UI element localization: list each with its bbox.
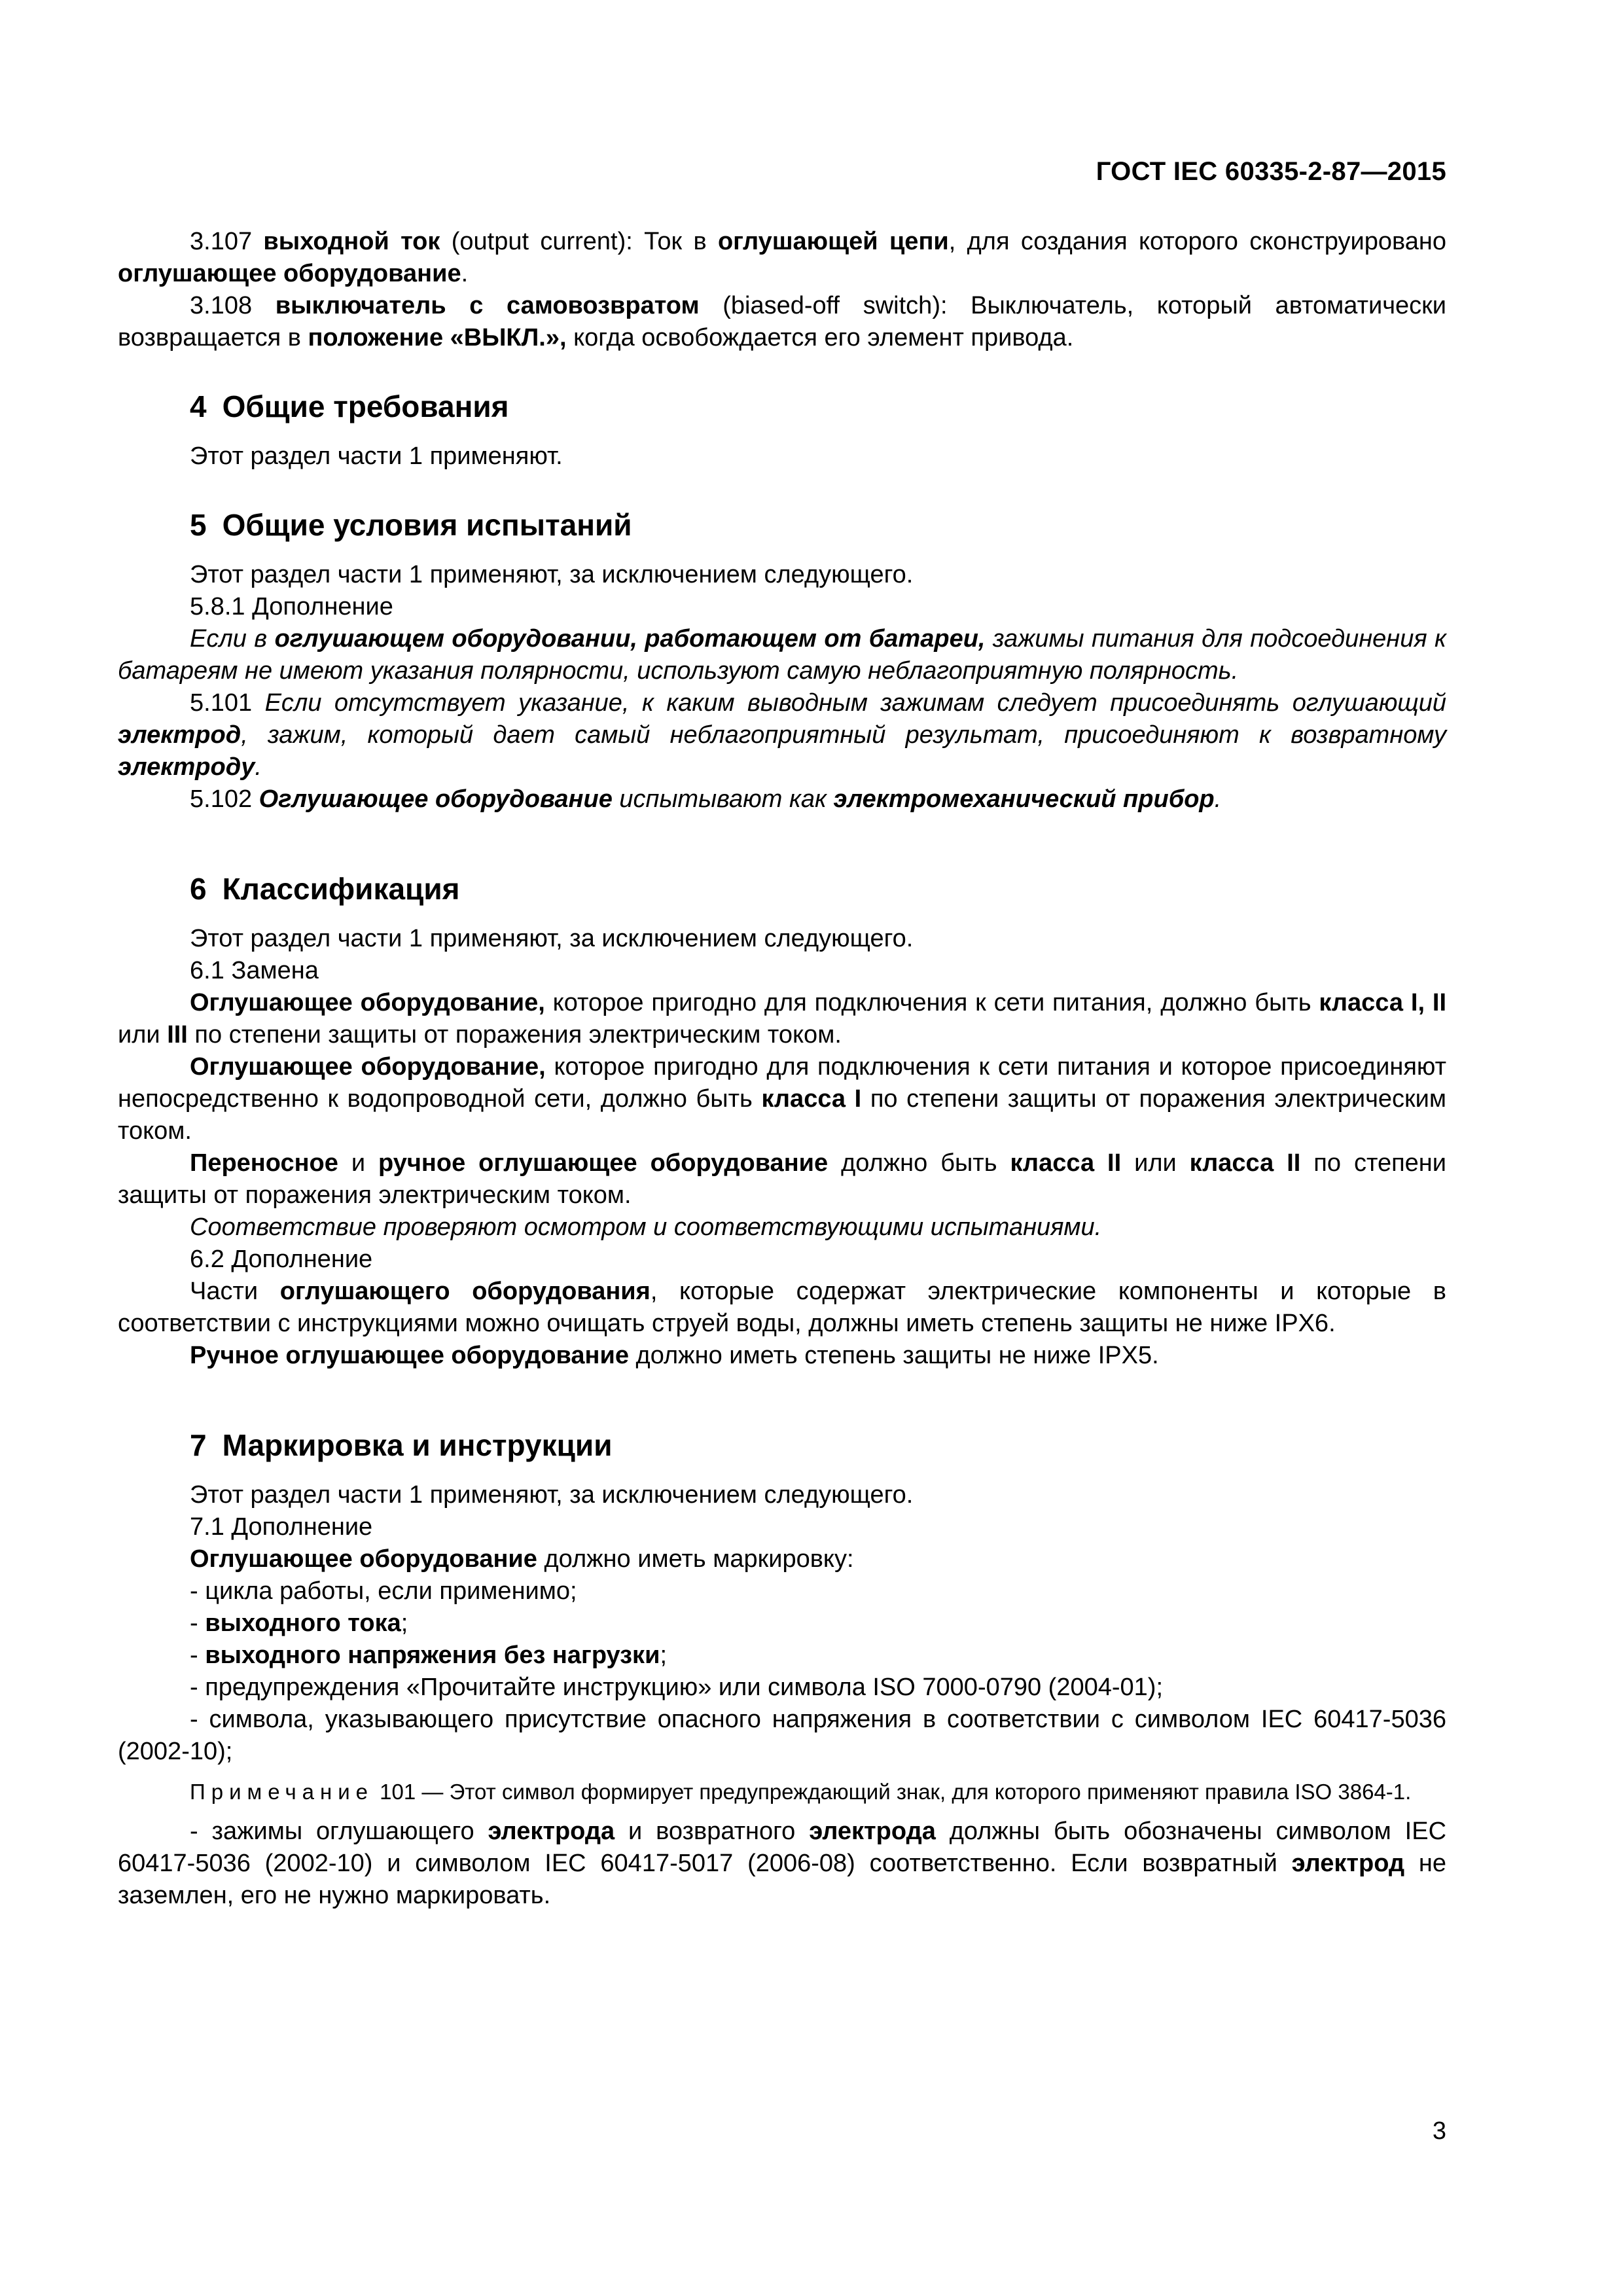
text-run: ; (660, 1641, 667, 1669)
clause-6-1-text-3 (118, 1147, 1446, 1211)
page-number: 3 (1432, 2117, 1446, 2145)
clause-6-1-text-2 (118, 1051, 1446, 1147)
text-run: электрод (1291, 1850, 1405, 1877)
text-run: оглушающее оборудование (118, 260, 461, 287)
marking-item-1 (118, 1575, 1446, 1607)
text-run: и возвратного (615, 1818, 810, 1845)
clause-6-2-text-2 (118, 1340, 1446, 1372)
section-7-heading (118, 1427, 1446, 1463)
text-run: . (461, 260, 469, 287)
text-run: , зажим, который дает самый неблагоприятный результат, присоединяют к возвратному (241, 721, 1446, 749)
section-6-heading (118, 870, 1446, 907)
text-run: 5.102 (190, 785, 259, 813)
section-title: Маркировка и инструкции (222, 1428, 613, 1462)
text-run: класса I (761, 1085, 862, 1113)
text-run: зажимы питания для подсоединения к батареям не имеют указания полярности, используют самую неблагоприятную полярность. (118, 625, 1446, 685)
marking-item-6 (118, 1816, 1446, 1912)
text-run: 7.1 Дополнение (190, 1513, 373, 1541)
clause-7-1 (118, 1511, 1446, 1543)
clause-6-2 (118, 1244, 1446, 1276)
text-run: 5.101 (190, 689, 265, 717)
text-run: (output current): Ток в (440, 228, 718, 255)
clause-6-1-text-1 (118, 987, 1446, 1051)
section-number: 7 (190, 1428, 207, 1462)
text-run: должны быть обозначены символом IEC 60417-5036 (2002-10) и символом IEC 60417-5017 (2006-08) соответственно. Если возвратный (118, 1818, 1447, 1877)
section-title: Общие условия испытаний (222, 508, 632, 542)
text-run: Этот раздел части 1 применяют, за исключением следующего. (190, 925, 914, 952)
text-run: Этот раздел части 1 применяют. (190, 442, 563, 470)
clause-7-1-text (118, 1543, 1446, 1575)
text-run: которое пригодно для подключения к сети питания и которое присоединяют непосредственно к водопроводной сети, должно быть (118, 1053, 1447, 1113)
text-run: Части (190, 1278, 280, 1305)
document-header: ГОСТ IEC 60335-2-87—2015 (1096, 157, 1446, 186)
text-run: ; (401, 1609, 408, 1637)
marking-item-4 (118, 1672, 1446, 1704)
document-body (118, 226, 1446, 1912)
section-7-intro (118, 1479, 1446, 1511)
text-run: - предупреждения «Прочитайте инструкцию» или символа ISO 7000-0790 (2004-01); (190, 1674, 1164, 1701)
note-label: Примечание (190, 1780, 374, 1804)
section-title: Классификация (222, 872, 460, 906)
text-run: Переносное (190, 1149, 338, 1177)
text-run: - (190, 1641, 205, 1669)
text-run: выходной ток (263, 228, 440, 255)
text-run: выходного тока (205, 1609, 401, 1637)
text-run: положение «ВЫКЛ.», (308, 324, 567, 351)
clause-6-1 (118, 955, 1446, 987)
text-run: выходного напряжения без нагрузки (205, 1641, 660, 1669)
text-run: . (1214, 785, 1222, 813)
text-run: - символа, указывающего присутствие опасного напряжения в соответствии с символом IEC 60417-5036 (2002-10); (118, 1706, 1446, 1765)
section-5-intro (118, 559, 1446, 591)
text-run: электрода (488, 1818, 615, 1845)
text-run: Соответствие проверяют осмотром и соответствующими испытаниями. (190, 1213, 1102, 1241)
text-run: - (190, 1609, 205, 1637)
text-run: 6.1 Замена (190, 957, 319, 984)
text-run: оглушающем оборудовании, работающем от батареи, (274, 625, 986, 653)
text-run: III (167, 1021, 188, 1049)
text-run: электромеханический прибор (833, 785, 1215, 813)
text-run: электроду (118, 753, 255, 781)
text-run: Оглушающее оборудование, (190, 1053, 546, 1081)
text-run: испытывают как (612, 785, 834, 813)
section-5-heading (118, 507, 1446, 543)
section-6-intro (118, 923, 1446, 955)
clause-5-8-1 (118, 591, 1446, 623)
marking-item-2 (118, 1607, 1446, 1640)
marking-item-3 (118, 1640, 1446, 1672)
section-title: Общие требования (222, 389, 509, 423)
text-run: Оглушающее оборудование (259, 785, 613, 813)
text-run: по степени защиты от поражения электрическим током. (118, 1085, 1447, 1145)
text-run: должно быть (828, 1149, 1010, 1177)
clause-3-107 (118, 226, 1446, 290)
text-run: 101 — Этот символ формирует предупреждающий знак, для которого применяют правила ISO 3864-1. (374, 1780, 1412, 1804)
clause-5-8-1-text (118, 623, 1446, 687)
text-run: 6.2 Дополнение (190, 1246, 373, 1273)
text-run: не заземлен, его не нужно маркировать. (118, 1850, 1446, 1909)
clause-3-108 (118, 290, 1446, 354)
text-run: по степени защиты от поражения электрическим током. (187, 1021, 842, 1049)
text-run: Оглушающее оборудование (190, 1545, 537, 1573)
text-run: и (338, 1149, 379, 1177)
text-run: Если в (190, 625, 275, 653)
text-run: , которые содержат электрические компоненты и которые в соответствии с инструкциями можно очищать струей воды, должны иметь степень защиты не ниже IPX6. (118, 1278, 1446, 1337)
text-run: 3.108 (190, 292, 276, 319)
note-101 (118, 1777, 1446, 1806)
marking-item-5 (118, 1704, 1446, 1768)
section-4-text (118, 440, 1446, 473)
text-run: класса II (1189, 1149, 1301, 1177)
text-run: (biased-off switch): Выключатель, который автоматически возвращается в (118, 292, 1446, 351)
text-run: или (1121, 1149, 1190, 1177)
clause-5-101 (118, 687, 1446, 783)
section-number: 5 (190, 508, 207, 542)
text-run: выключатель с самовозвратом (275, 292, 700, 319)
text-run: класса I, II (1319, 989, 1447, 1016)
text-run: должно иметь степень защиты не ниже IPX5. (628, 1342, 1159, 1369)
text-run: по степени защиты от поражения электрическим током. (118, 1149, 1446, 1209)
text-run: которое пригодно для подключения к сети питания, должно быть (544, 989, 1319, 1016)
text-run: класса II (1010, 1149, 1122, 1177)
text-run: Если отсутствует указание, к каким выводным зажимам следует присоединять оглушающий (264, 689, 1446, 717)
text-run: , для создания которого сконструировано (948, 228, 1446, 255)
text-run: Этот раздел части 1 применяют, за исключением следующего. (190, 561, 914, 588)
text-run: . (255, 753, 262, 781)
text-run: Этот раздел части 1 применяют, за исключением следующего. (190, 1481, 914, 1509)
text-run: - зажимы оглушающего (190, 1818, 488, 1845)
text-run: 3.107 (190, 228, 264, 255)
text-run: оглушающего оборудования (279, 1278, 651, 1305)
text-run: когда освобождается его элемент привода. (566, 324, 1074, 351)
text-run: электрод (118, 721, 241, 749)
text-run: - цикла работы, если применимо; (190, 1577, 577, 1605)
clause-6-2-text-1 (118, 1276, 1446, 1340)
text-run: Ручное оглушающее оборудование (190, 1342, 629, 1369)
text-run: или (118, 1021, 168, 1049)
clause-6-1-compliance (118, 1211, 1446, 1244)
text-run: электрода (809, 1818, 936, 1845)
text-run: 5.8.1 Дополнение (190, 593, 393, 620)
text-run: ручное оглушающее оборудование (378, 1149, 829, 1177)
clause-5-102 (118, 783, 1446, 816)
text-run: должно иметь маркировку: (537, 1545, 854, 1573)
section-number: 4 (190, 389, 207, 423)
section-4-heading (118, 388, 1446, 425)
text-run: Оглушающее оборудование, (190, 989, 545, 1016)
section-number: 6 (190, 872, 207, 906)
text-run: оглушающей цепи (717, 228, 949, 255)
